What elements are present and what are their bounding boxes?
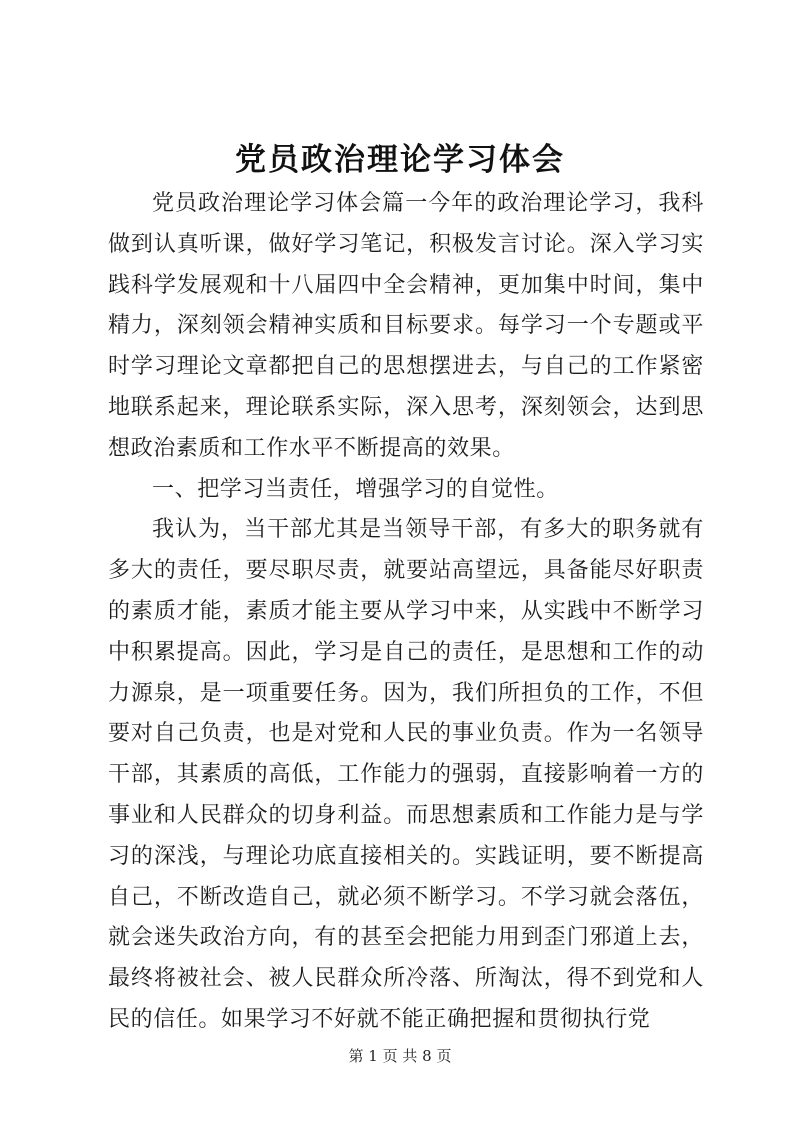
paragraph-responsibility: 我认为，当干部尤其是当领导干部，有多大的职务就有多大的责任，要尽职尽责，就要站高望远，具备能尽好职责的素质才能，素质才能主要从学习中来，从实践中不断学习中积累提高。因此，学习是自己的责任，是思想和工作的动力源泉，是一项重要任务。因为，我们所担负的工作，不但要对自己负责，也是对党和人民的事业负责。作为一名领导干部，其素质的高低，工作能力的强弱，直接影响着一方的事业和人民群众的切身利益。而思想素质和工作能力是与学习的深浅，与理论功底直接相关的。实践证明，要不断提高自己，不断改造自己，就必须不断学习。不学习就会落伍，就会迷失政治方向，有的甚至会把能力用到歪门邪道上去，最终将被社会、被人民群众所冷落、所淘汰，得不到党和人民的信任。如果学习不好就不能正确把握和贯彻执行党 xyxy=(108,517,704,1032)
paragraph-intro: 党员政治理论学习体会篇一今年的政治理论学习，我科做到认真听课，做好学习笔记，积极发言讨论。深入学习实践科学发展观和十八届四中全会精神，更加集中时间，集中精力，深刻领会精神实质和目标要求。每学习一个专题或平时学习理论文章都把自己的思想摆进去，与自己的工作紧密地联系起来，理论联系实际，深入思考，深刻领会，达到思想政治素质和工作水平不断提高的效果。 xyxy=(108,191,704,461)
document-title: 党员政治理论学习体会 xyxy=(235,142,565,178)
section-heading: 一、把学习当责任，增强学习的自觉性。 xyxy=(152,476,559,502)
document-body xyxy=(108,184,704,1041)
page-number-footer: 第 1 页 共 8 页 xyxy=(348,1047,452,1065)
